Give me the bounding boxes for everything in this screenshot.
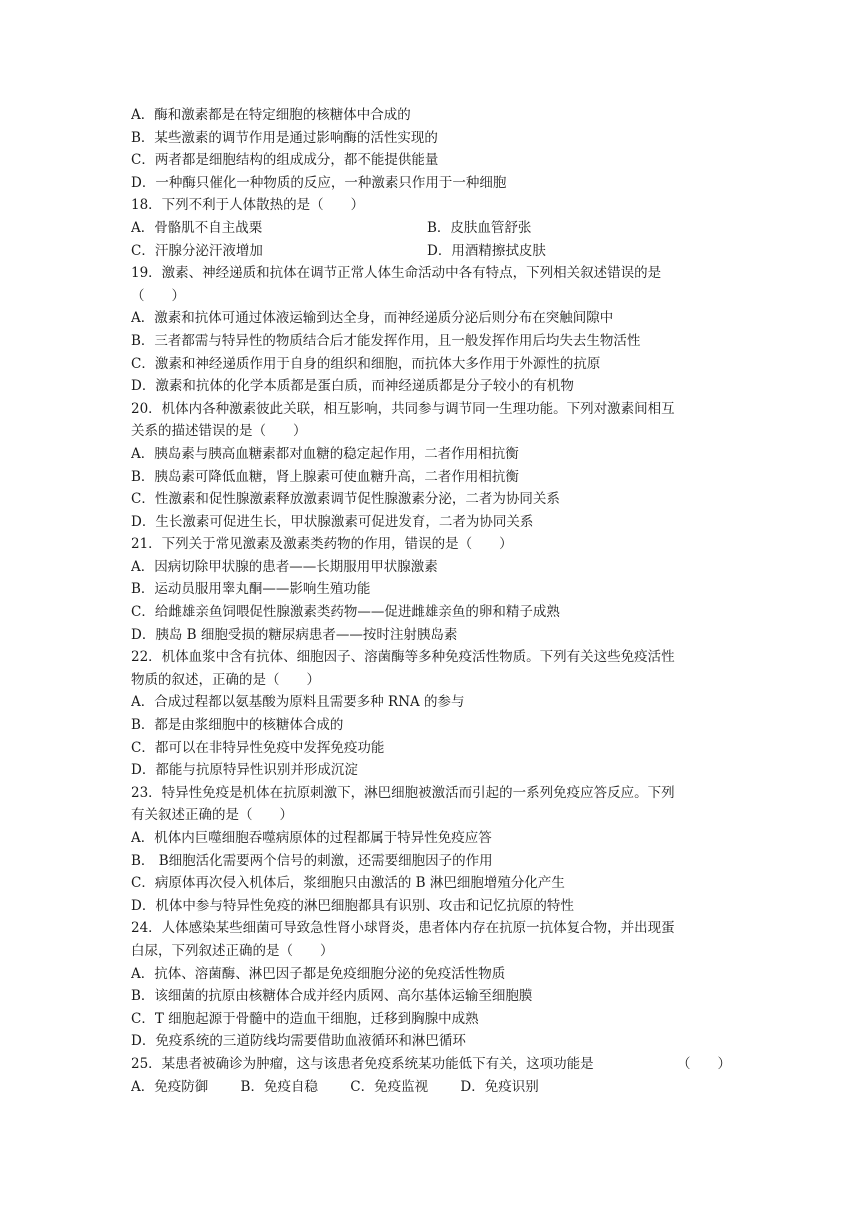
q21-option-b: B．运动员服用睾丸酮——影响生殖功能 [131, 581, 371, 598]
q18-option-b: B．皮肤血管舒张 [427, 219, 532, 236]
q25-option-c: C．免疫监视 [350, 1078, 429, 1095]
q19-option-a: A．激素和抗体可通过体液运输到达全身，而神经递质分泌后则分布在突触间隙中 [131, 310, 614, 327]
q22-stem-line-2: 物质的叙述，正确的是（ ） [131, 671, 320, 688]
q24-option-a: A．抗体、溶菌酶、淋巴因子都是免疫细胞分泌的免疫活性物质 [131, 965, 506, 982]
q21-option-d: D．胰岛 B 细胞受损的糖尿病患者——按时注射胰岛素 [131, 626, 458, 643]
q20-option-c: C．性激素和促性腺激素释放激素调节促性腺激素分泌，二者为协同关系 [131, 491, 560, 508]
q19-stem-line-2: （ ） [131, 287, 185, 304]
q24-option-b: B．该细菌的抗原由核糖体合成并经内质网、高尔基体运输至细胞膜 [131, 988, 533, 1005]
q20-option-a: A．胰岛素与胰高血糖素都对血糖的稳定起作用，二者作用相抗衡 [131, 445, 519, 462]
q20-option-d: D．生长激素可促进生长，甲状腺激素可促进发育，二者为协同关系 [131, 513, 534, 530]
q19-option-b: B．三者都需与特异性的物质结合后才能发挥作用，且一般发挥作用后均失去生物活性 [131, 332, 641, 349]
q22-stem-line-1: 22．机体血浆中含有抗体、细胞因子、溶菌酶等多种免疫活性物质。下列有关这些免疫活性 [131, 649, 675, 666]
q25-options-row [131, 1076, 731, 1099]
q22-option-b: B．都是由浆细胞中的核糖体合成的 [131, 717, 344, 734]
q23-option-c: C．病原体再次侵入机体后，浆细胞只由激活的 B 淋巴细胞增殖分化产生 [131, 875, 565, 892]
q19-stem-line-1: 19．激素、神经递质和抗体在调节正常人体生命活动中各有特点，下列相关叙述错误的是 [131, 265, 662, 282]
q18-stem: 18．下列不利于人体散热的是（ ） [131, 197, 365, 214]
q24-option-c: C．T 细胞起源于骨髓中的造血干细胞，迁移到胸腺中成熟 [131, 1010, 479, 1027]
q22-option-c: C．都可以在非特异性免疫中发挥免疫功能 [131, 739, 385, 756]
q23-option-b: B． B细胞活化需要两个信号的刺激，还需要细胞因子的作用 [131, 852, 493, 869]
q23-stem-line-2: 有关叙述正确的是（ ） [131, 807, 293, 824]
q17-option-a: A．酶和激素都是在特定细胞的核糖体中合成的 [131, 107, 411, 123]
q24-option-d: D．免疫系统的三道防线均需要借助血液循环和淋巴循环 [131, 1033, 466, 1050]
q23-option-a: A．机体内巨噬细胞吞噬病原体的过程都属于特异性免疫应答 [131, 830, 492, 846]
q24-stem-line-1: 24．人体感染某些细菌可导致急性肾小球肾炎，患者体内存在抗原一抗体复合物，并出现蛋 [131, 920, 675, 937]
q20-option-b: B．胰岛素可降低血糖，肾上腺素可使血糖升高，二者作用相抗衡 [131, 468, 519, 485]
q25-option-b: B．免疫自稳 [240, 1078, 318, 1095]
q22-option-a: A．合成过程都以氨基酸为原料且需要多种 RNA 的参与 [131, 694, 465, 711]
q24-stem-line-2: 白尿，下列叙述正确的是（ ） [131, 942, 334, 959]
q25-option-d: D．免疫识别 [460, 1078, 539, 1095]
q21-option-c: C．给雌雄亲鱼饲喂促性腺激素类药物——促进雌雄亲鱼的卵和精子成熟 [131, 604, 560, 621]
q17-option-d: D．一种酶只催化一种物质的反应，一种激素只作用于一种细胞 [131, 174, 507, 191]
q23-option-d: D．机体中参与特异性免疫的淋巴细胞都具有识别、攻击和记忆抗原的特性 [131, 897, 574, 914]
q25-stem: 25．某患者被确诊为肿瘤，这与该患者免疫系统某功能低下有关，这项功能是 [131, 1055, 594, 1072]
q20-stem-line-1: 20．机体内各种激素彼此关联，相互影响，共同参与调节同一生理功能。下列对激素间相互 [131, 400, 675, 417]
q21-stem: 21．下列关于常见激素及激素类药物的作用，错误的是（ ） [131, 536, 513, 553]
q17-option-b: B．某些激素的调节作用是通过影响酶的活性实现的 [131, 129, 438, 146]
q18-option-a: A．骨骼肌不自主战栗 [131, 219, 263, 236]
q18-options-row-1 [131, 217, 731, 240]
q25-stem-row [131, 1053, 731, 1076]
q18-options-row-2 [131, 240, 731, 263]
q19-option-d: D．激素和抗体的化学本质都是蛋白质，而神经递质都是分子较小的有机物 [131, 378, 574, 395]
q25-option-a: A．免疫防御 [131, 1078, 209, 1095]
q20-stem-line-2: 关系的描述错误的是（ ） [131, 423, 307, 440]
q23-stem-line-1: 23．特异性免疫是机体在抗原刺激下，淋巴细胞被激活而引起的一系列免疫应答反应。下列 [131, 784, 675, 801]
q22-option-d: D．都能与抗原特异性识别并形成沉淀 [131, 762, 358, 779]
q25-answer-blank: （ ） [677, 1055, 731, 1072]
q19-option-c: C．激素和神经递质作用于自身的组织和细胞，而抗体大多作用于外源性的抗原 [131, 355, 601, 372]
q21-option-a: A．因病切除甲状腺的患者——长期服用甲状腺激素 [131, 558, 438, 575]
q17-option-c: C．两者都是细胞结构的组成成分，都不能提供能量 [131, 152, 439, 169]
q18-option-c: C．汗腺分泌汗液增加 [131, 242, 263, 259]
q18-option-d: D．用酒精擦拭皮肤 [427, 242, 546, 259]
